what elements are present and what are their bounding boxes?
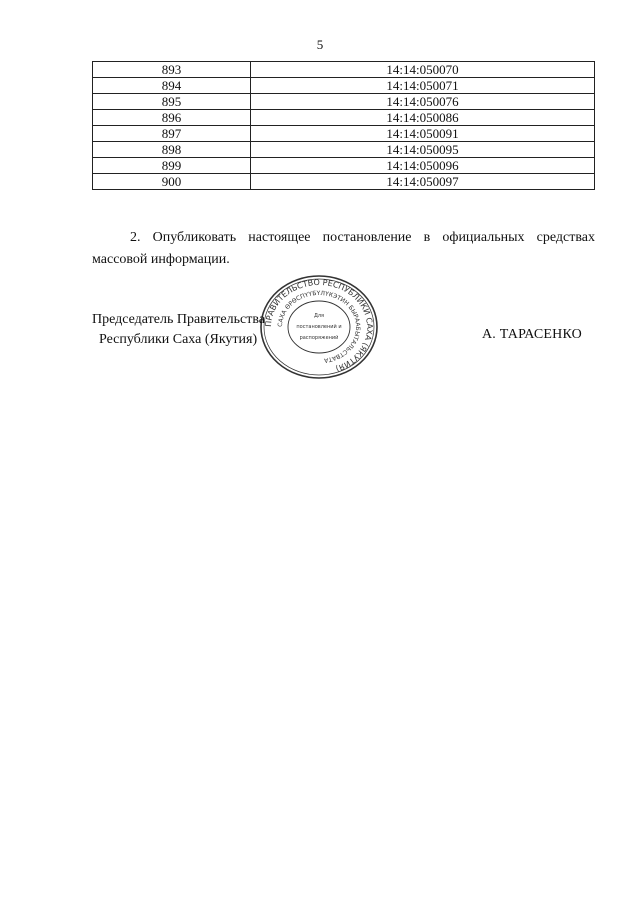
row-number: 900 <box>93 174 251 190</box>
seal-center-line3: распоряжений <box>299 335 339 341</box>
publication-paragraph: 2. Опубликовать настоящее постановление в официальных средствах массовой информации. <box>92 230 595 267</box>
table-row <box>93 174 595 190</box>
table-row <box>93 110 595 126</box>
row-number: 897 <box>93 126 251 142</box>
table-row <box>93 78 595 94</box>
table-row <box>93 94 595 110</box>
cadastral-number: 14:14:050096 <box>251 158 595 174</box>
table-row <box>93 62 595 78</box>
signatory-name: А. ТАРАСЕНКО <box>482 327 582 342</box>
row-number: 899 <box>93 158 251 174</box>
page-number: 5 <box>316 37 324 52</box>
row-number: 896 <box>93 110 251 126</box>
signatory-title <box>92 310 265 350</box>
cadastral-number: 14:14:050097 <box>251 174 595 190</box>
seal-outer-text: ПРАВИТЕЛЬСТВО РЕСПУБЛИКИ САХА (ЯКУТИЯ) <box>263 277 375 374</box>
row-number: 894 <box>93 78 251 94</box>
row-number: 895 <box>93 94 251 110</box>
row-number: 893 <box>93 62 251 78</box>
cadastral-number: 14:14:050070 <box>251 62 595 78</box>
signatory-title-line1: Председатель Правительства <box>92 312 265 327</box>
seal-center-line1: Для <box>313 313 325 319</box>
cadastral-number: 14:14:050091 <box>251 126 595 142</box>
cadastral-number: 14:14:050095 <box>251 142 595 158</box>
seal-center-line2: постановлений и <box>296 324 342 330</box>
cadastral-number: 14:14:050076 <box>251 94 595 110</box>
table-row <box>93 142 595 158</box>
land-plot-table <box>92 61 595 190</box>
table-row <box>93 158 595 174</box>
cadastral-number: 14:14:050086 <box>251 110 595 126</box>
signatory-title-line2: Республики Саха (Якутия) <box>99 332 258 347</box>
cadastral-number: 14:14:050071 <box>251 78 595 94</box>
official-seal <box>258 273 380 381</box>
table-row <box>93 126 595 142</box>
row-number: 898 <box>93 142 251 158</box>
seal-inner-text: САХА ӨРӨСПҮҮБҮЛҮКЭТИН БЫРААБЫТАЛЬСТВАТА <box>276 289 362 364</box>
